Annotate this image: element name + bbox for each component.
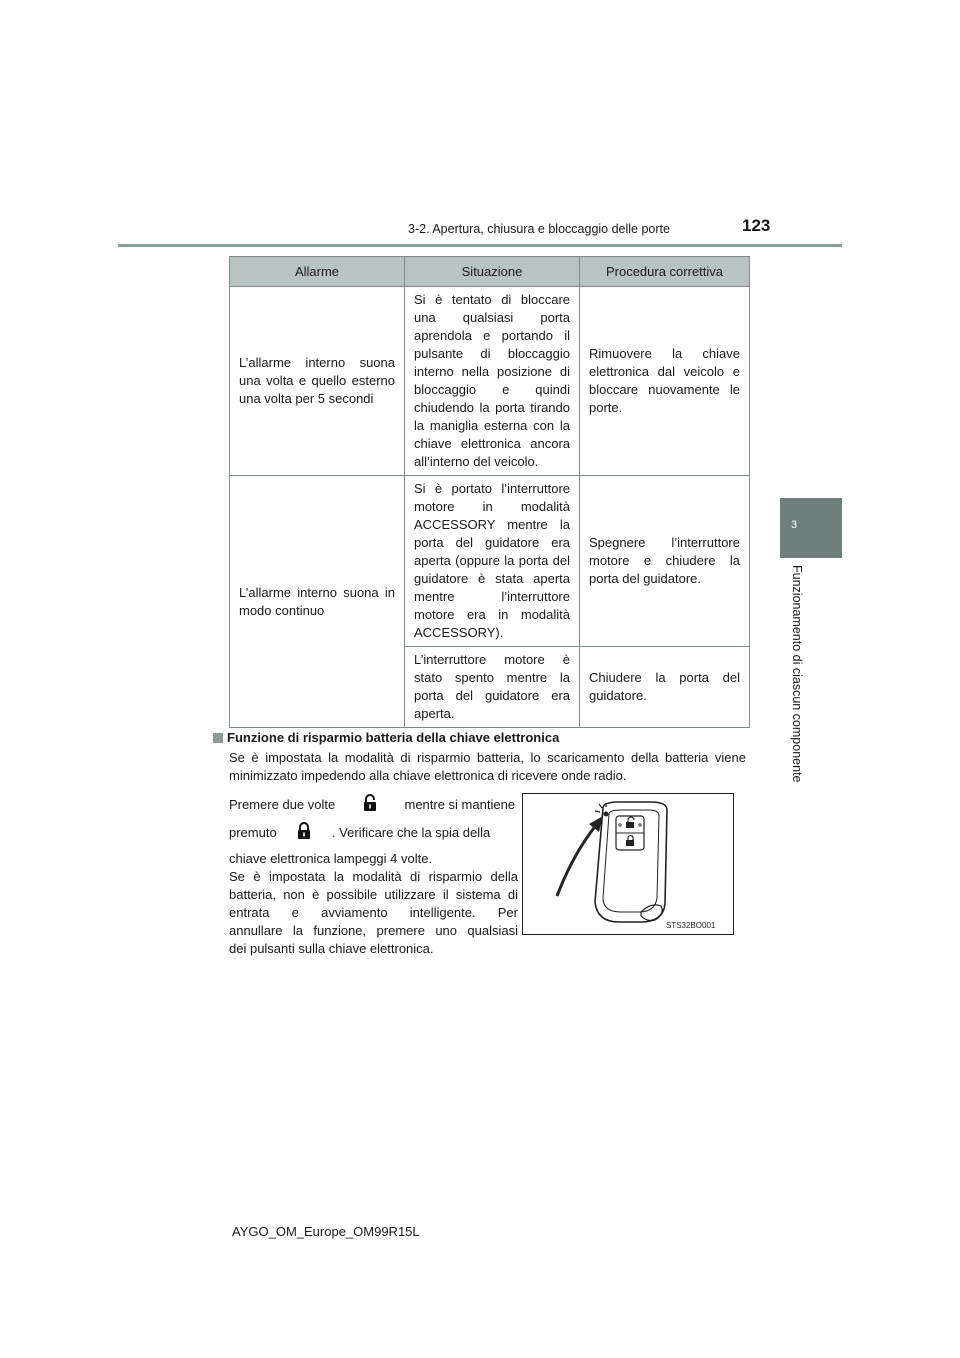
- instruction-line: Se è impostata la modalità di risparmio della: [229, 869, 518, 884]
- column-header-situazione: Situazione: [405, 257, 580, 287]
- page-number: 123: [742, 216, 771, 235]
- cell-allarme: L’allarme interno suona una volta e quello esterno una volta per 5 secondi: [230, 287, 405, 476]
- table-row: [230, 287, 750, 476]
- instruction-line: annullare la funzione, premere uno qualsiasi: [229, 923, 518, 938]
- instruction-line: dei pulsanti sulla chiave elettronica.: [229, 941, 434, 956]
- alarm-table: [229, 256, 750, 728]
- column-header-procedura: Procedura correttiva: [580, 257, 750, 287]
- section-heading: [213, 730, 559, 745]
- instruction-line: chiave elettronica lampeggi 4 volte.: [229, 851, 433, 866]
- lock-icon: [339, 794, 401, 814]
- instruction-part: . Verificare che la spia della: [331, 825, 491, 840]
- instruction-line: entrata e avviamento intelligente. Per: [229, 905, 518, 920]
- instruction-line: [229, 822, 518, 850]
- cell-situazione: Si è tentato di bloccare una qualsiasi porta aprendola e portando il pulsante di bloccaggio interno nella posizione di bloccaggio e quindi chiudendo la porta tirando la maniglia esterna con la chiave elettronica ancora all’interno del veicolo.: [405, 287, 580, 476]
- key-illustration: [522, 793, 734, 935]
- instruction-text: [229, 794, 518, 958]
- column-header-allarme: Allarme: [230, 257, 405, 287]
- cell-situazione: L’interruttore motore è stato spento mentre la porta del guidatore era aperta.: [405, 647, 580, 728]
- instruction-part: mentre si mantiene: [404, 797, 516, 812]
- table-row: [230, 476, 750, 647]
- cell-procedura: Spegnere l’interruttore motore e chiudere la porta del guidatore.: [580, 476, 750, 647]
- instruction-line: [229, 794, 518, 822]
- cell-situazione: Si è portato l’interruttore motore in modalità ACCESSORY mentre la porta del guidatore era aperta (oppure la porta del guidatore è stata aperta mentre l’interruttore motore era in modalità ACCESSORY).: [405, 476, 580, 647]
- chapter-tab: [780, 498, 842, 558]
- instruction-line: batteria, non è possibile utilizzare il sistema di: [229, 887, 518, 902]
- bullet-square-icon: [213, 733, 223, 743]
- cell-procedura: Chiudere la porta del guidatore.: [580, 647, 750, 728]
- instruction-part: Premere due volte: [229, 797, 336, 812]
- table-header-row: [230, 257, 750, 287]
- section-title: 3-2. Apertura, chiusura e bloccaggio delle porte: [408, 222, 670, 236]
- section-heading-text: Funzione di risparmio batteria della chiave elettronica: [227, 730, 560, 745]
- section-body: Se è impostata la modalità di risparmio batteria, lo scaricamento della batteria viene minimizzato impedendo alla chiave elettronica di ricevere onde radio.: [229, 750, 746, 783]
- chapter-title: Funzionamento di ciascun componente: [790, 565, 804, 783]
- lock-icon: [280, 822, 328, 842]
- cell-procedura: Rimuovere la chiave elettronica dal veicolo e bloccare nuovamente le porte.: [580, 287, 750, 476]
- chapter-number: 3: [791, 519, 798, 531]
- instruction-part: premuto: [229, 825, 277, 840]
- chapter-title-vertical: [786, 565, 806, 791]
- figure-code: STS32BO001: [666, 921, 716, 930]
- electronic-key-icon: [523, 794, 733, 934]
- cell-allarme: L’allarme interno suona in modo continuo: [230, 476, 405, 728]
- header-divider: [118, 244, 842, 247]
- footer-doc-id: AYGO_OM_Europe_OM99R15L: [232, 1224, 420, 1239]
